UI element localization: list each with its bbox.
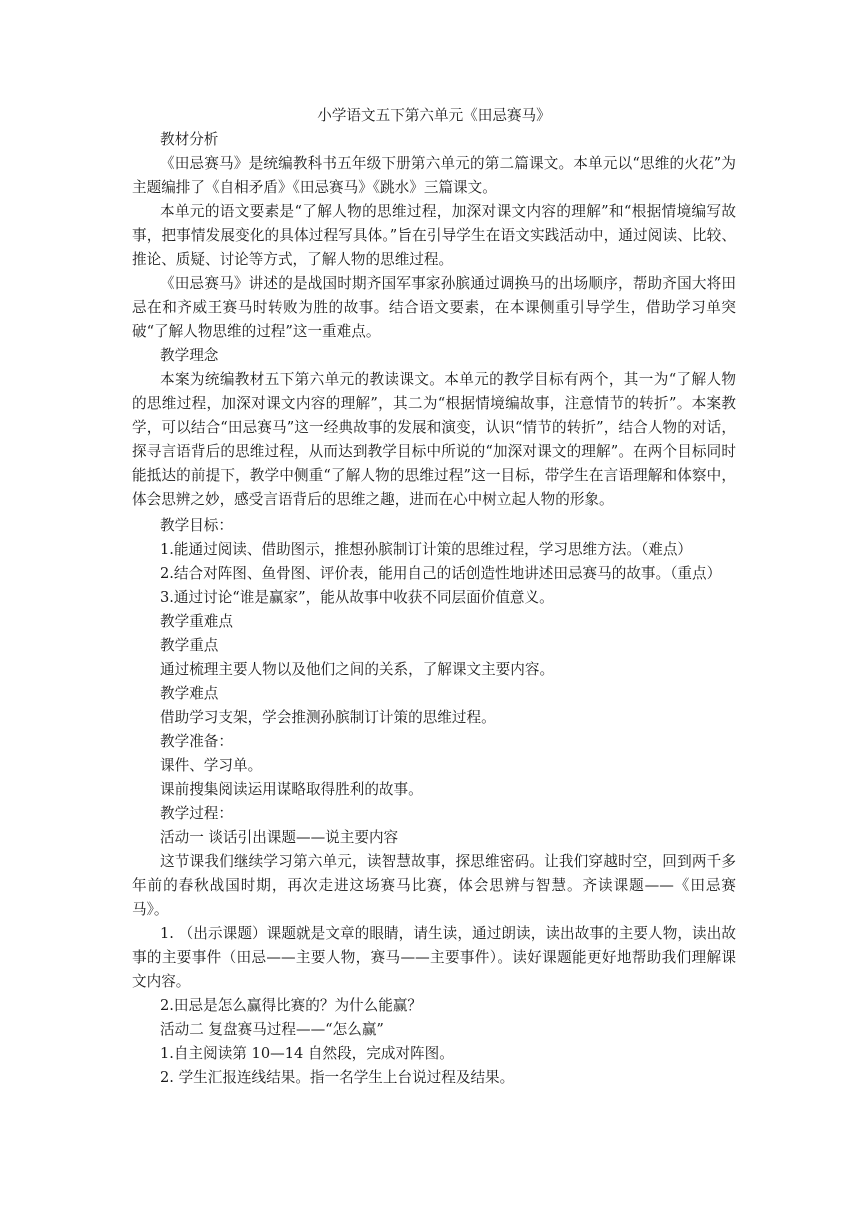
activity-heading: 活动二 复盘赛马过程——“怎么赢” (160, 1021, 384, 1038)
preparation-item: 课件、学习单。 (160, 757, 263, 774)
paragraph: 本案为统编教材五下第六单元的教读课文。本单元的教学目标有两个，其一为“了解人物的思维过程，加深对课文内容的理解”，其二为“根据情境编故事，注意情节的转折”。本案教学，可以结合“田忌赛马”这一经典故事的发展和演变，认识“情节的转折”，结合人物的对话，探寻言语背后的思维过程，从而达到教学目标中所说的“加深对课文的理解”。在两个目标同时能抵达的前提下，教学中侧重“了解人物的思维过程”这一目标，带学生在言语理解和体察中，体会思辨之妙，感受言语背后的思维之趣，进而在心中树立起人物的形象。 (132, 371, 736, 508)
paragraph: 通过梳理主要人物以及他们之间的关系，了解课文主要内容。 (160, 661, 555, 678)
paragraph: 1.自主阅读第 10—14 自然段，完成对阵图。 (160, 1045, 454, 1062)
section-heading-teaching-philosophy: 教学理念 (160, 347, 219, 364)
goal-item: 1.能通过阅读、借助图示，推想孙膑制订计策的思维过程，学习思维方法。（难点） (160, 541, 693, 558)
activity-heading: 活动一 谈话引出课题——说主要内容 (160, 829, 399, 846)
paragraph: 2. 学生汇报连线结果。指一名学生上台说过程及结果。 (160, 1069, 515, 1086)
section-heading-key-points: 教学重难点 (160, 613, 233, 630)
section-heading-process: 教学过程： (160, 805, 233, 822)
section-heading-textbook-analysis: 教材分析 (160, 131, 219, 148)
paragraph: 《田忌赛马》讲述的是战国时期齐国军事家孙膑通过调换马的出场顺序，帮助齐国大将田忌在和齐威王赛马时转败为胜的故事。结合语文要素，在本课侧重引导学生，借助学习单突破“了解人物思维的过程”这一重难点。 (132, 275, 736, 340)
document-body (132, 104, 736, 1090)
preparation-item: 课前搜集阅读运用谋略取得胜利的故事。 (160, 781, 423, 798)
paragraph: 2.田忌是怎么赢得比赛的？为什么能赢？ (160, 997, 423, 1014)
goal-item: 2.结合对阵图、鱼骨图、评价表，能用自己的话创造性地讲述田忌赛马的故事。（重点） (160, 565, 722, 582)
goal-item: 3.通过讨论“谁是赢家”，能从故事中收获不同层面价值意义。 (160, 589, 554, 606)
section-heading-preparation: 教学准备： (160, 733, 233, 750)
subheading-difficulty: 教学难点 (160, 685, 219, 702)
paragraph: 《田忌赛马》是统编教科书五年级下册第六单元的第二篇课文。本单元以“思维的火花”为主题编排了《自相矛盾》《田忌赛马》《跳水》三篇课文。 (132, 155, 736, 196)
paragraph: 1. （出示课题）课题就是文章的眼睛，请生读，通过朗读，读出故事的主要人物，读出故事的主要事件（田忌——主要人物，赛马——主要事件）。读好课题能更好地帮助我们理解课文内容。 (132, 925, 736, 990)
paragraph: 这节课我们继续学习第六单元，读智慧故事，探思维密码。让我们穿越时空，回到两千多年前的春秋战国时期，再次走进这场赛马比赛，体会思辨与智慧。齐读课题——《田忌赛马》。 (132, 853, 736, 918)
subheading-key-point: 教学重点 (160, 637, 219, 654)
paragraph: 借助学习支架，学会推测孙膑制订计策的思维过程。 (160, 709, 496, 726)
document-title: 小学语文五下第六单元《田忌赛马》 (317, 107, 551, 124)
paragraph: 本单元的语文要素是“了解人物的思维过程，加深对课文内容的理解”和“根据情境编写故事，把事情发展变化的具体过程写具体。”旨在引导学生在语文实践活动中，通过阅读、比较、推论、质疑、讨论等方式，了解人物的思维过程。 (132, 203, 736, 268)
section-heading-teaching-goals: 教学目标： (160, 517, 233, 534)
